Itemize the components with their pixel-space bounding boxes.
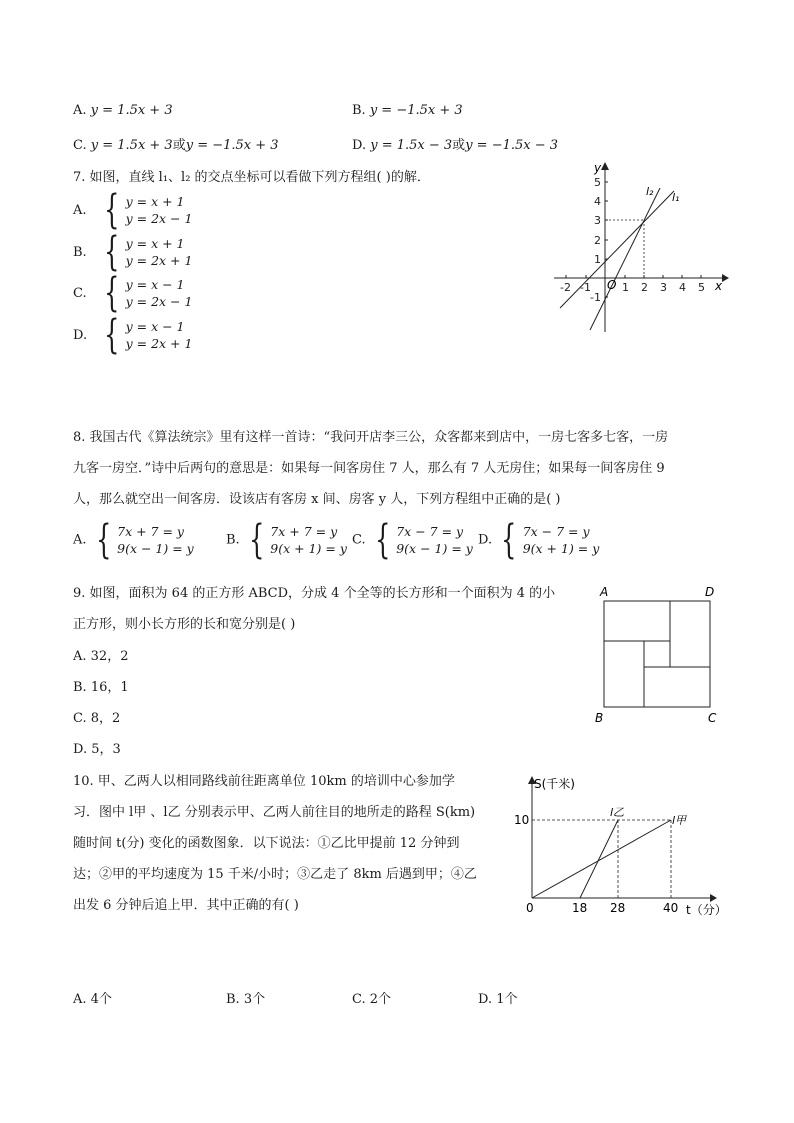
q7-graph xyxy=(550,160,730,335)
q6-option-a-label: A. xyxy=(73,103,87,118)
q6-option-b-expr: y = −1.5x + 3 xyxy=(369,103,463,118)
q7-option-c: C. { y = x − 1 y = 2x − 1 xyxy=(73,270,193,316)
q6-option-c-or: 或 xyxy=(172,138,186,153)
q7-option-b-label: B. xyxy=(73,244,87,260)
q10-origin-label: 0 xyxy=(526,901,534,915)
q7-l2-label: l₂ xyxy=(646,185,654,198)
q7-line-l1 xyxy=(560,191,674,308)
q7-y-tick-4: 4 xyxy=(594,195,601,208)
q8-option-d-eq1: 7x − 7 = y xyxy=(522,524,590,539)
q10-y-tick-10: 10 xyxy=(514,813,530,827)
q7-x-tick-neg2: -2 xyxy=(560,281,571,294)
q6-option-c xyxy=(73,134,279,153)
q10-stem-line-5: 出发 6 分钟后追上甲．其中正确的有( ) xyxy=(73,898,299,913)
q7-y-tick-neg1: -1 xyxy=(590,291,601,304)
q9-option-c: C. 8，2 xyxy=(73,711,121,726)
q8-option-d: D. { 7x − 7 = y 9(x + 1) = y xyxy=(478,517,600,563)
q7-x-tick-neg1: -1 xyxy=(580,281,591,294)
q7-option-d-eq2: y = 2x + 1 xyxy=(125,336,193,351)
q9-label-a: A xyxy=(600,585,609,599)
q7-option-b-eq1: y = x + 1 xyxy=(125,236,185,251)
q6-option-c-expr2: y = −1.5x + 3 xyxy=(185,138,279,153)
q6-option-d xyxy=(352,134,558,153)
q8-option-d-label: D. xyxy=(478,532,493,548)
q7-l1-label: l₁ xyxy=(672,191,680,204)
q6-option-d-expr2: y = −1.5x − 3 xyxy=(465,138,559,153)
q7-x-tick-4: 4 xyxy=(679,281,686,294)
q10-line-yi xyxy=(580,820,618,898)
q9-stem-line-1: 9. 如图，面积为 64 的正方形 ABCD，分成 4 个全等的长方形和一个面积为 4 的小 xyxy=(73,586,556,601)
q10-option-a: A. 4个 xyxy=(73,992,112,1007)
q7-y-axis-label: y xyxy=(594,161,602,175)
q10-option-b: B. 3个 xyxy=(226,992,266,1007)
q8-option-a-eq2: 9(x − 1) = y xyxy=(117,541,194,556)
q9-label-d: D xyxy=(705,585,715,599)
q8-stem-line-2: 九客一房空．”诗中后两句的意思是：如果每一间客房住 7 人，那么有 7 人无房住；如果每一间客房住 9 xyxy=(73,461,665,476)
q9-square-figure xyxy=(590,582,725,727)
q8-option-b-label: B. xyxy=(226,532,240,548)
q8-option-a-eq1: 7x + 7 = y xyxy=(117,524,184,539)
q9-rect-3 xyxy=(644,667,710,707)
q9-rect-2 xyxy=(670,601,710,667)
q8-option-c: C. { 7x − 7 = y 9(x − 1) = y xyxy=(352,517,473,563)
q7-x-axis-label: x xyxy=(715,279,723,293)
q9-option-a: A. 32，2 xyxy=(73,649,129,664)
q7-x-tick-1: 1 xyxy=(622,281,629,294)
q10-x-axis-label: t（分） xyxy=(686,903,727,917)
q10-line-yi-label: l乙 xyxy=(610,806,625,819)
q9-stem-line-2: 正方形，则小长方形的长和宽分别是( ) xyxy=(73,617,296,632)
q6-option-b xyxy=(352,103,463,118)
q6-option-a xyxy=(73,103,173,118)
q7-option-d: D. { y = x − 1 y = 2x + 1 xyxy=(73,312,193,358)
q8-option-b-eq2: 9(x + 1) = y xyxy=(270,541,347,556)
q10-x-tick-18: 18 xyxy=(572,901,588,915)
q10-stem-line-4: 达；②甲的平均速度为 15 千米/小时；③乙走了 8km 后遇到甲；④乙 xyxy=(73,867,477,882)
q10-x-tick-28: 28 xyxy=(610,901,626,915)
q8-option-d-eq2: 9(x + 1) = y xyxy=(522,541,600,556)
q10-y-axis-label: S(千米) xyxy=(534,777,575,791)
q8-stem-line-3: 人，那么就空出一间客房．设该店有客房 x 间、房客 y 人，下列方程组中正确的是( ) xyxy=(73,492,561,507)
q7-option-b: B. { y = x + 1 y = 2x + 1 xyxy=(73,229,193,275)
q7-y-tick-1: 1 xyxy=(594,253,601,266)
q7-option-d-label: D. xyxy=(73,327,88,343)
q7-stem: 7. 如图，直线 l₁、l₂ 的交点坐标可以看做下列方程组( )的解． xyxy=(73,170,430,185)
q9-square-abcd xyxy=(604,601,710,707)
q10-graph xyxy=(510,768,730,920)
q7-y-tick-2: 2 xyxy=(594,234,601,247)
q8-option-b-eq1: 7x + 7 = y xyxy=(270,524,338,539)
q8-option-a: A. { 7x + 7 = y 9(x − 1) = y xyxy=(73,517,194,563)
q8-option-b: B. { 7x + 7 = y 9(x + 1) = y xyxy=(226,517,347,563)
q7-option-c-label: C. xyxy=(73,285,87,301)
q8-option-c-label: C. xyxy=(352,532,366,548)
q9-label-b: B xyxy=(595,711,604,725)
q9-label-c: C xyxy=(708,711,717,725)
q7-option-c-eq2: y = 2x − 1 xyxy=(125,294,193,309)
q6-option-c-label: C. xyxy=(73,138,87,153)
q7-x-tick-5: 5 xyxy=(698,281,705,294)
q9-option-b: B. 16，1 xyxy=(73,680,129,695)
q7-y-tick-5: 5 xyxy=(594,176,601,189)
q7-x-tick-2: 2 xyxy=(641,281,648,294)
q9-option-d: D. 5，3 xyxy=(73,742,121,757)
q7-option-a-eq2: y = 2x − 1 xyxy=(125,211,193,226)
q9-small-square xyxy=(644,641,670,667)
q9-rect-4 xyxy=(604,641,644,707)
q6-option-d-or: 或 xyxy=(452,138,466,153)
q10-option-c: C. 2个 xyxy=(352,992,392,1007)
q7-x-tick-3: 3 xyxy=(660,281,667,294)
q9-rect-1 xyxy=(604,601,670,641)
q7-option-a-eq1: y = x + 1 xyxy=(125,194,185,209)
q8-option-c-eq2: 9(x − 1) = y xyxy=(396,541,473,556)
q10-stem-line-3: 随时间 t(分) 变化的函数图象．以下说法：①乙比甲提前 12 分钟到 xyxy=(73,836,460,851)
q6-option-d-expr1: y = 1.5x − 3 xyxy=(370,138,453,153)
q7-option-b-eq2: y = 2x + 1 xyxy=(125,253,193,268)
q10-stem-line-2: 习．图中 l甲 、l乙 分别表示甲、乙两人前往目的地所走的路程 S(km) xyxy=(73,805,476,820)
q10-stem-line-1: 10. 甲、乙两人以相同路线前往距离单位 10km 的培训中心参加学 xyxy=(73,774,455,789)
q6-option-b-label: B. xyxy=(352,103,366,118)
q7-option-a: A. { y = x + 1 y = 2x − 1 xyxy=(73,187,193,233)
q7-y-tick-3: 3 xyxy=(594,214,601,227)
q7-option-c-eq1: y = x − 1 xyxy=(125,277,185,292)
q10-option-d: D. 1个 xyxy=(478,992,518,1007)
q6-option-a-expr: y = 1.5x + 3 xyxy=(90,103,173,118)
q10-line-jia xyxy=(532,820,671,898)
q10-x-tick-40: 40 xyxy=(663,901,679,915)
q8-option-c-eq1: 7x − 7 = y xyxy=(396,524,464,539)
q8-option-a-label: A. xyxy=(73,532,87,548)
q10-line-jia-label: l甲 xyxy=(672,814,687,827)
q7-option-d-eq1: y = x − 1 xyxy=(125,319,185,334)
q6-option-d-label: D. xyxy=(352,138,367,153)
q8-stem-line-1: 8. 我国古代《算法统宗》里有这样一首诗：“我问开店李三公，众客都来到店中，一房七客多七客，一房 xyxy=(73,430,669,445)
q7-option-a-label: A. xyxy=(73,202,87,218)
q6-option-c-expr1: y = 1.5x + 3 xyxy=(90,138,173,153)
q7-origin-label: O xyxy=(607,278,617,292)
